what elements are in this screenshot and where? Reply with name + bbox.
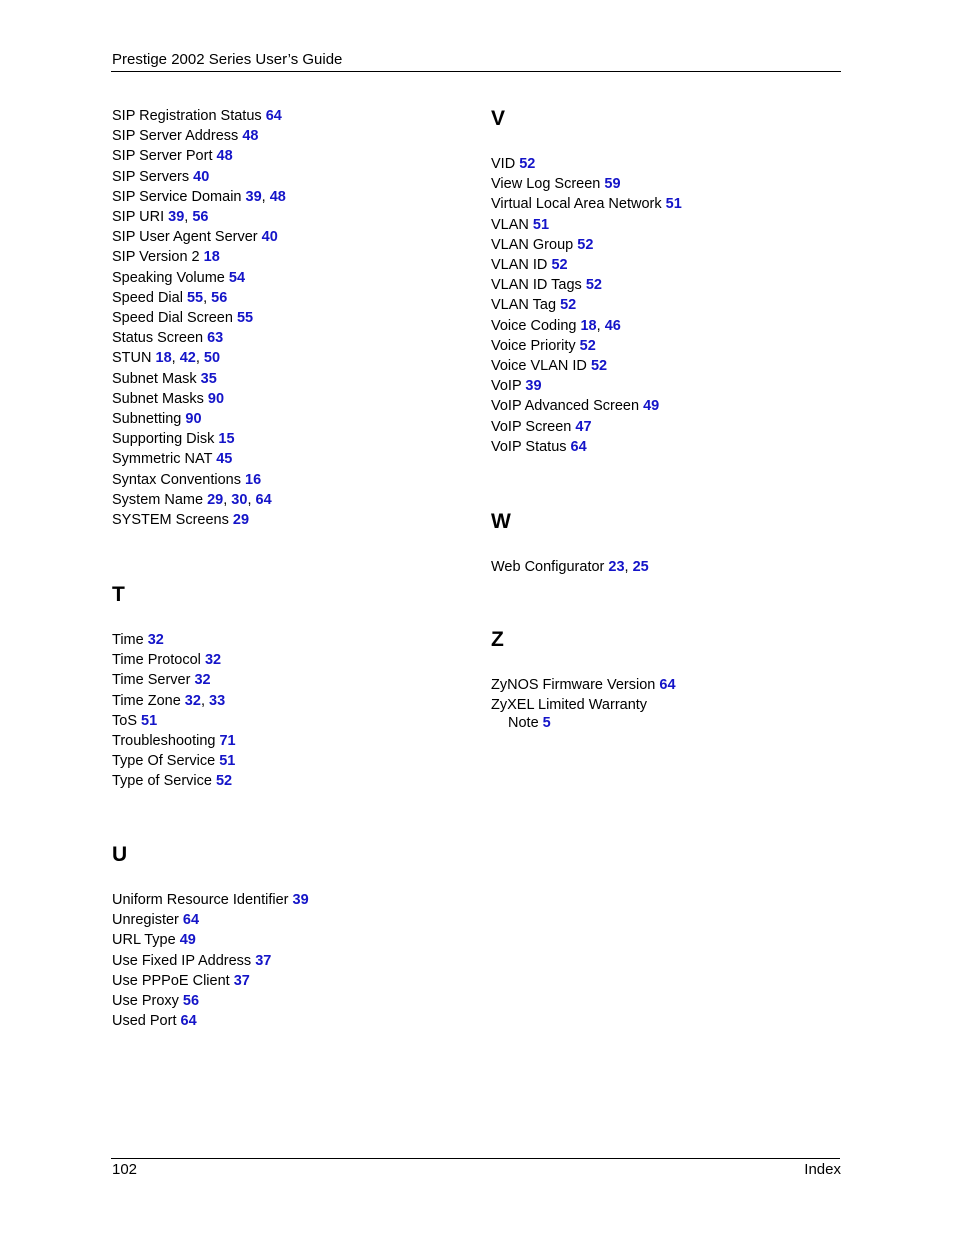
index-section-t-entries (112, 630, 236, 792)
index-term: Subnet Masks (112, 390, 204, 407)
index-entry (491, 316, 682, 336)
index-term: Speed Dial (112, 289, 183, 306)
page-separator: , (247, 491, 256, 508)
index-entry (112, 146, 286, 166)
page-separator: , (184, 209, 193, 226)
running-header-title: Prestige 2002 Series User’s Guide (112, 51, 343, 68)
index-term: Use Proxy (112, 993, 179, 1010)
index-entry (491, 275, 682, 295)
index-section-v-entries (491, 154, 682, 457)
page-link[interactable]: 52 (215, 773, 233, 790)
index-term: SIP User Agent Server (112, 229, 258, 246)
page-link[interactable]: 54 (228, 269, 246, 286)
index-term: Status Screen (112, 330, 204, 347)
page-link[interactable]: 40 (193, 168, 210, 185)
page-link[interactable]: 63 (207, 330, 224, 347)
page-link[interactable]: 49 (179, 932, 196, 949)
index-term: Time (112, 632, 144, 648)
index-term: SIP Server Address (112, 128, 239, 145)
page-link[interactable]: 40 (261, 229, 278, 246)
index-term: Time Zone (112, 692, 181, 709)
page-link[interactable]: 59 (604, 176, 621, 193)
index-entry (112, 751, 236, 771)
index-entry (112, 268, 286, 288)
page-link[interactable]: 18 (155, 350, 172, 367)
page-link[interactable]: 51 (219, 753, 236, 770)
index-entry (112, 429, 286, 449)
page-separator: , (200, 692, 209, 709)
index-entry (491, 695, 676, 732)
page-link[interactable]: 45 (216, 451, 233, 468)
page-link[interactable]: 32 (204, 652, 222, 669)
page-link[interactable]: 47 (575, 418, 592, 435)
index-entry (112, 126, 286, 146)
index-term: VLAN (491, 216, 529, 233)
index-entry (112, 670, 236, 690)
page-link[interactable]: 29 (232, 512, 250, 529)
index-section-letter-u: U (112, 843, 128, 866)
page-link[interactable]: 32 (194, 672, 211, 689)
page-separator: , (624, 559, 633, 575)
page-link[interactable]: 52 (551, 257, 568, 274)
page-link[interactable]: 51 (532, 216, 550, 233)
index-term: Type Of Service (112, 753, 216, 770)
page-link[interactable]: 52 (577, 236, 594, 253)
index-term: VoIP Status (491, 438, 567, 455)
index-term: Voice Coding (491, 317, 577, 334)
page-link[interactable]: 32 (184, 692, 201, 709)
index-section-letter-t: T (112, 583, 125, 606)
footer-rule (111, 1158, 840, 1159)
page-link[interactable]: 52 (590, 358, 608, 375)
index-entry (491, 194, 682, 214)
page-link[interactable]: 64 (255, 491, 272, 508)
index-term: VLAN Tag (491, 297, 557, 314)
page-link[interactable]: 23 (608, 559, 625, 575)
index-term: Time Protocol (112, 652, 201, 669)
index-entry (491, 295, 682, 315)
index-entry (491, 376, 682, 396)
index-entry (491, 675, 676, 695)
index-entry (112, 348, 286, 368)
index-entry (491, 154, 682, 174)
page-link[interactable]: 52 (579, 337, 596, 354)
index-term: Type of Service (112, 773, 212, 790)
page-link[interactable]: 42 (179, 350, 196, 367)
page-link[interactable]: 18 (580, 317, 597, 334)
index-entry (112, 187, 286, 207)
index-term: SYSTEM Screens (112, 512, 229, 529)
index-entry (112, 650, 236, 670)
page-link[interactable]: 37 (233, 972, 250, 989)
index-term: VLAN Group (491, 236, 574, 253)
index-term: VoIP (491, 378, 522, 395)
index-entry (491, 215, 682, 235)
index-entry (112, 449, 286, 469)
page-link[interactable]: 18 (203, 249, 220, 266)
index-entry (491, 557, 649, 577)
index-term: Unregister (112, 912, 179, 929)
page-link[interactable]: 39 (525, 378, 542, 395)
page-link[interactable]: 32 (147, 632, 164, 648)
page-link[interactable]: 39 (245, 188, 262, 205)
index-term: ToS (112, 712, 137, 729)
index-entry (491, 174, 682, 194)
index-entry (112, 731, 236, 751)
index-term: SIP Server Port (112, 148, 213, 165)
page-link[interactable]: 56 (192, 209, 209, 226)
page-link[interactable]: 48 (242, 128, 259, 145)
index-term: ZyNOS Firmware Version (491, 677, 656, 693)
index-entry (112, 630, 236, 650)
index-entry (112, 369, 286, 389)
index-term: Supporting Disk (112, 431, 215, 448)
page-separator: , (203, 289, 212, 306)
index-term: SIP Registration Status (112, 108, 262, 124)
page-link[interactable]: 39 (292, 892, 309, 908)
page-link[interactable]: 51 (665, 196, 682, 213)
index-entry (112, 227, 286, 247)
index-section-z-entries (491, 675, 676, 732)
index-term: Voice Priority (491, 337, 576, 354)
index-term: Speed Dial Screen (112, 310, 233, 327)
index-entry (491, 356, 682, 376)
page-link[interactable]: 37 (255, 952, 272, 969)
index-term: Troubleshooting (112, 733, 216, 750)
page-link[interactable]: 64 (182, 912, 200, 929)
index-entry (112, 167, 286, 187)
index-term: Use Fixed IP Address (112, 952, 252, 969)
page-link[interactable]: 52 (585, 277, 602, 294)
index-term: Uniform Resource Identifier (112, 892, 289, 908)
index-entry (112, 971, 309, 991)
index-term: SIP Version 2 (112, 249, 200, 266)
index-term: URL Type (112, 932, 176, 949)
index-entry (112, 389, 286, 409)
page-separator: , (223, 491, 232, 508)
index-term: VoIP Advanced Screen (491, 398, 640, 415)
index-term: Web Configurator (491, 559, 605, 575)
index-section-w-entries (491, 557, 649, 577)
page-link[interactable]: 29 (207, 491, 224, 508)
index-term: View Log Screen (491, 176, 601, 193)
index-section-letter-z: Z (491, 628, 504, 651)
index-section-letter-v: V (491, 107, 506, 130)
index-term: Note (508, 715, 539, 732)
index-section-s-entries (112, 106, 286, 530)
page-separator: , (171, 350, 180, 367)
index-entry (112, 510, 286, 530)
index-entry (491, 336, 682, 356)
page-link[interactable]: 48 (269, 188, 286, 205)
page-link[interactable]: 64 (570, 438, 587, 455)
index-term: Time Server (112, 672, 191, 689)
index-term-continuation (491, 715, 676, 732)
page-link[interactable]: 51 (141, 712, 158, 729)
index-entry (112, 409, 286, 429)
index-section-u-entries (112, 890, 309, 1031)
index-term: Use PPPoE Client (112, 972, 230, 989)
page-link[interactable]: 35 (200, 370, 217, 387)
index-term: Subnetting (112, 411, 182, 428)
header-rule (111, 71, 841, 72)
index-entry (112, 288, 286, 308)
index-section-letter-w: W (491, 510, 511, 533)
page-link[interactable]: 30 (231, 491, 248, 508)
index-term: SIP Service Domain (112, 188, 242, 205)
footer-page-number: 102 (112, 1161, 138, 1178)
page-link[interactable]: 15 (218, 431, 235, 448)
index-entry (491, 255, 682, 275)
page-link[interactable]: 64 (180, 1013, 197, 1030)
index-entry (112, 910, 309, 930)
index-entry (491, 235, 682, 255)
page-link[interactable]: 52 (560, 297, 577, 314)
index-entry (112, 490, 286, 510)
index-term: Voice VLAN ID (491, 358, 587, 375)
index-term: SIP URI (112, 209, 165, 226)
index-term: VoIP Screen (491, 418, 572, 435)
index-term: Virtual Local Area Network (491, 196, 662, 213)
index-term: ZyXEL Limited Warranty (491, 697, 648, 714)
index-term: Syntax Conventions (112, 471, 241, 488)
page-separator: , (261, 188, 270, 205)
index-term: VID (491, 156, 516, 172)
index-entry (112, 930, 309, 950)
page-link[interactable]: 55 (186, 289, 204, 306)
index-entry (112, 711, 236, 731)
index-entry (112, 106, 286, 126)
page-link[interactable]: 39 (168, 209, 185, 226)
index-term: Subnet Mask (112, 370, 197, 387)
index-entry (491, 437, 682, 457)
index-entry (112, 470, 286, 490)
page-link[interactable]: 49 (643, 398, 660, 415)
page-link[interactable]: 71 (219, 733, 236, 750)
page-link[interactable]: 56 (182, 993, 200, 1010)
page-link[interactable]: 52 (519, 156, 536, 172)
footer-section-name: Index (804, 1161, 841, 1178)
index-term: VLAN ID Tags (491, 277, 582, 294)
index-entry (491, 417, 682, 437)
page-link[interactable]: 56 (211, 289, 228, 306)
page-link[interactable]: 64 (659, 677, 676, 693)
index-entry (112, 207, 286, 227)
page-link[interactable]: 64 (265, 108, 282, 124)
index-term: STUN (112, 350, 152, 367)
index-entry (112, 691, 236, 711)
page-link[interactable]: 90 (207, 390, 225, 407)
page-link[interactable]: 48 (216, 148, 233, 165)
index-entry (112, 328, 286, 348)
index-entry (112, 890, 309, 910)
page-link[interactable]: 33 (209, 692, 226, 709)
page-separator: , (596, 317, 605, 334)
index-term: SIP Servers (112, 168, 190, 185)
index-entry (112, 771, 236, 791)
index-term: Used Port (112, 1013, 177, 1030)
index-entry (112, 247, 286, 267)
page-link[interactable]: 50 (203, 350, 221, 367)
page-link[interactable]: 90 (185, 411, 202, 428)
page-link[interactable]: 55 (236, 310, 254, 327)
index-entry (491, 396, 682, 416)
page-separator: , (195, 350, 204, 367)
index-term: Speaking Volume (112, 269, 225, 286)
index-term: Symmetric NAT (112, 451, 213, 468)
index-entry (112, 991, 309, 1011)
index-term: VLAN ID (491, 257, 548, 274)
page-link[interactable]: 5 (542, 715, 551, 732)
index-entry (112, 308, 286, 328)
index-term: System Name (112, 491, 204, 508)
index-entry (112, 951, 309, 971)
page-link[interactable]: 16 (245, 471, 262, 488)
index-entry (112, 1011, 309, 1031)
page-link[interactable]: 25 (632, 559, 649, 575)
page-link[interactable]: 46 (604, 317, 621, 334)
